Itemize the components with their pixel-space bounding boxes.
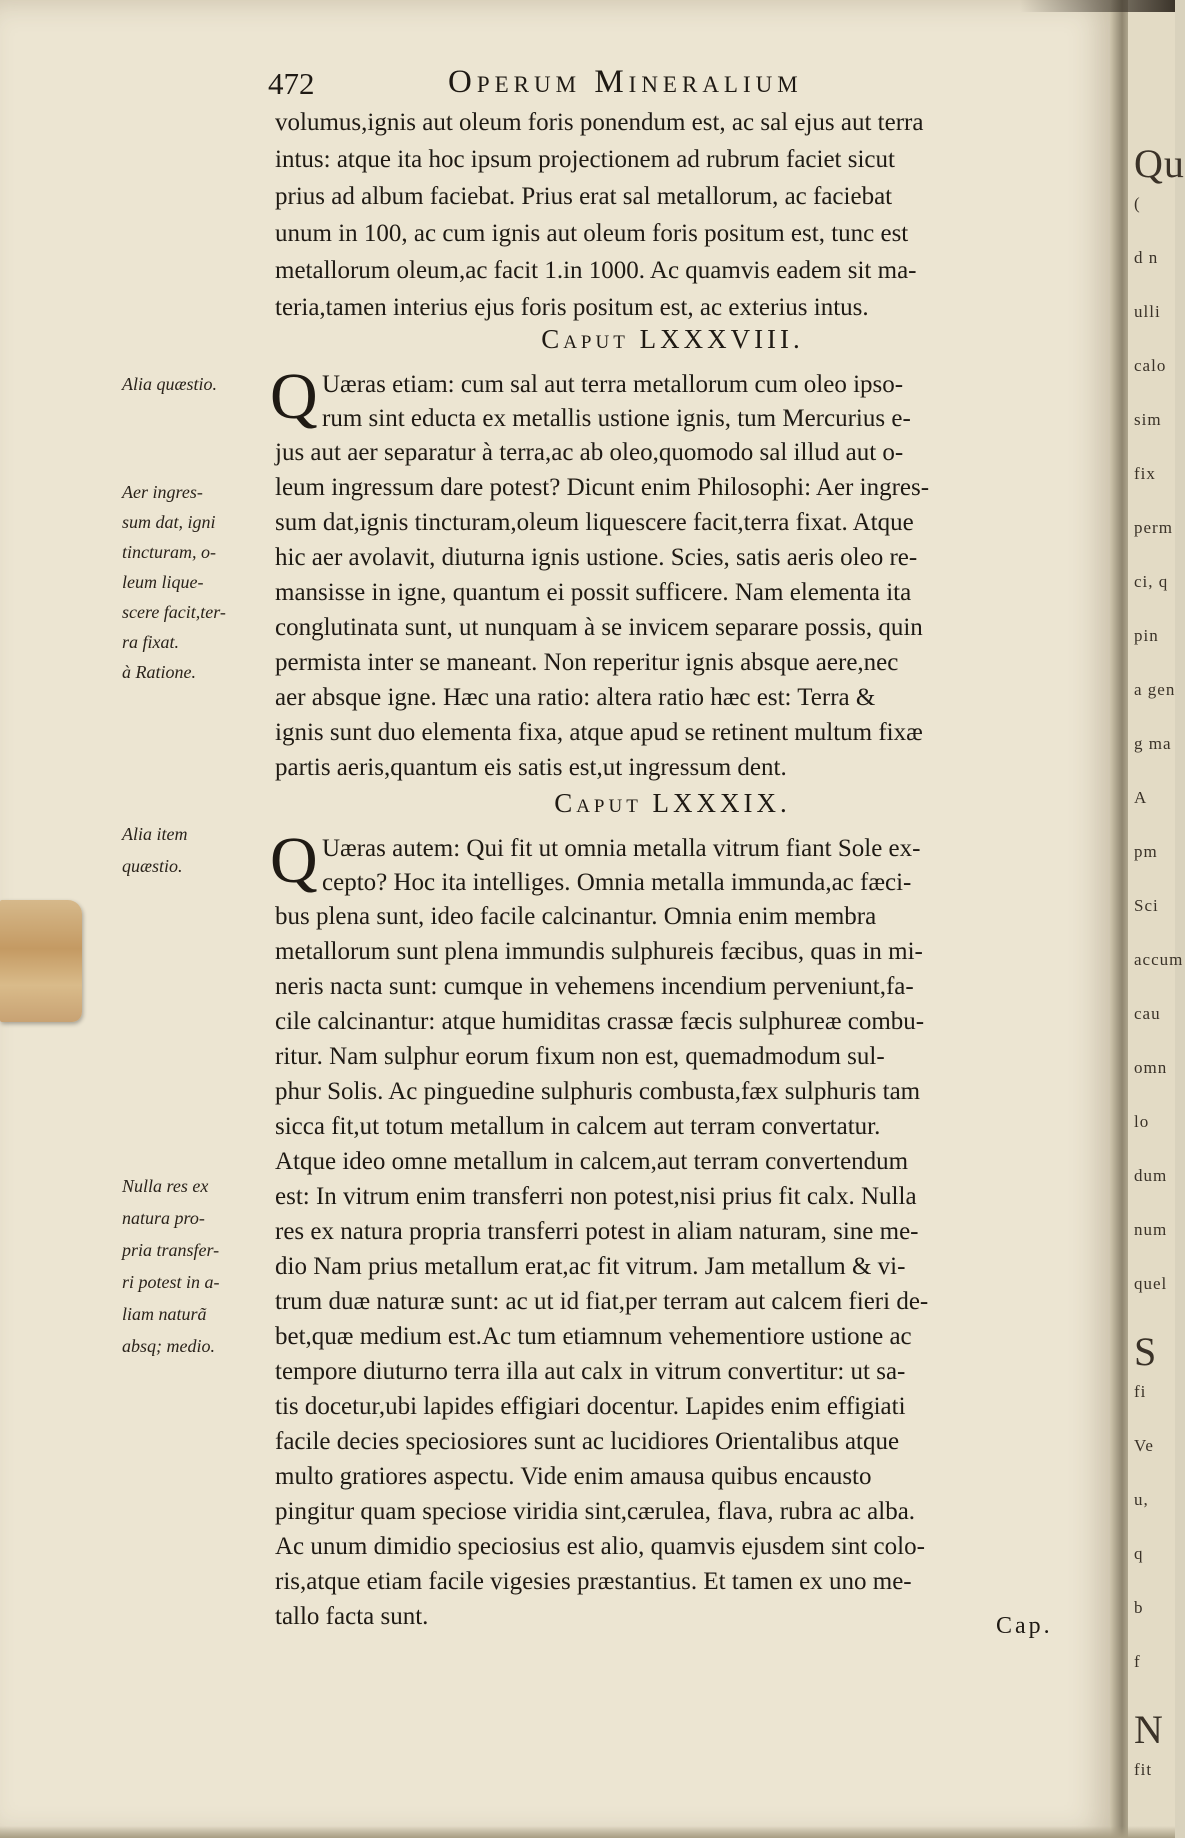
- margin-note-line: Aer ingres-: [122, 482, 203, 502]
- text-line: phur Solis. Ac pinguedine sulphuris combusta,fæx sulphuris tam: [275, 1078, 921, 1105]
- adjacent-page-fragment: Sci: [1134, 896, 1159, 915]
- text-line: ritur. Nam sulphur eorum fixum non est, quemadmodum sul-: [275, 1043, 885, 1070]
- text-line: multo gratiores aspectu. Vide enim amausa quibus encausto: [275, 1463, 872, 1490]
- text-line: sicca fit,ut totum metallum in calcem aut terram convertatur.: [275, 1113, 881, 1140]
- adjacent-page-fragment: b: [1134, 1598, 1144, 1617]
- text-line: pingitur quam speciose viridia sint,cærulea, flava, rubra ac alba.: [275, 1498, 916, 1525]
- text-line: metallorum sunt plena immundis sulphureis fæcibus, quas in mi-: [275, 938, 923, 965]
- text-line: intus: atque ita hoc ipsum projectionem ad rubrum faciet sicut: [275, 146, 895, 173]
- adjacent-page-fragment: u,: [1134, 1490, 1149, 1509]
- text-line: bus plena sunt, ideo facile calcinantur. Omnia enim membra: [275, 903, 877, 930]
- text-line: bet,quæ medium est.Ac tum etiamnum vehementiore ustione ac: [275, 1323, 912, 1350]
- text-line: partis aeris,quantum eis satis est,ut ingressum dent.: [275, 754, 787, 781]
- margin-note-line: Nulla res ex: [122, 1176, 209, 1196]
- chapter-heading: Caput LXXXIX.: [554, 788, 791, 818]
- adjacent-page-fragment: Ve: [1134, 1436, 1154, 1455]
- drop-cap: Q: [270, 824, 318, 897]
- adjacent-page-fragment: calo: [1134, 356, 1167, 375]
- text-line: unum in 100, ac cum ignis aut oleum foris positum est, tunc est: [275, 220, 909, 247]
- adjacent-page-fragment: ci, q: [1134, 572, 1169, 591]
- adjacent-page-fragment: accum: [1134, 950, 1184, 969]
- text-line: tallo facta sunt.: [275, 1603, 429, 1630]
- adjacent-page-fragment: S: [1134, 1329, 1158, 1374]
- text-line: tempore diuturno terra illa aut calx in vitrum convertitur: ut sa-: [275, 1358, 906, 1385]
- adjacent-page-fragment: a gen: [1134, 680, 1176, 699]
- margin-note-line: pria transfer-: [122, 1240, 220, 1260]
- text-line: prius ad album faciebat. Prius erat sal metallorum, ac faciebat: [275, 183, 893, 210]
- margin-note-line: natura pro-: [122, 1208, 205, 1228]
- margin-note-line: liam naturã: [122, 1304, 207, 1324]
- book-gutter: [1110, 0, 1130, 1838]
- text-line: Uæras autem: Qui fit ut omnia metalla vitrum fiant Sole ex-: [322, 835, 921, 862]
- adjacent-page-fragment: sim: [1134, 410, 1162, 429]
- margin-note-title: quæstio.: [122, 856, 183, 876]
- text-line: neris nacta sunt: cumque in vehemens incendium perveniunt,fa-: [275, 973, 914, 1000]
- text-line: conglutinata sunt, ut nunquam à se invicem separare possis, quin: [275, 614, 923, 641]
- adjacent-page-fragment: num: [1134, 1220, 1168, 1239]
- adjacent-page-fragment: pin: [1134, 626, 1159, 645]
- running-title: Operum Mineralium: [448, 64, 803, 100]
- adjacent-page-fragment: dum: [1134, 1166, 1168, 1185]
- adjacent-page-fragment: fix: [1134, 464, 1156, 483]
- text-line: cepto? Hoc ita intelliges. Omnia metalla immunda,ac fæci-: [322, 869, 912, 896]
- adjacent-page-fragment: N: [1134, 1707, 1164, 1752]
- text-line: mansisse in igne, quantum ei possit sufficere. Nam elementa ita: [275, 579, 912, 606]
- margin-note-line: scere facit,ter-: [122, 602, 226, 622]
- page-header: [268, 62, 1068, 104]
- drop-cap: Q: [270, 360, 318, 433]
- margin-note-line: absq; medio.: [122, 1336, 215, 1356]
- page-number: 472: [268, 66, 315, 101]
- adjacent-page-fragment: ulli: [1134, 302, 1161, 321]
- adjacent-page-fragment: perm: [1134, 518, 1173, 537]
- text-line: metallorum oleum,ac facit 1.in 1000. Ac quamvis eadem sit ma-: [275, 257, 917, 284]
- adjacent-page-fragment: (: [1134, 194, 1141, 213]
- adjacent-page-fragment: A: [1134, 788, 1148, 807]
- text-line: ignis sunt duo elementa fixa, atque apud se retinent multum fixæ: [275, 719, 923, 746]
- paper-bookmark-tab: [0, 900, 82, 1022]
- margin-note-line: ra fixat.: [122, 632, 179, 652]
- margin-note-ratio: à Ratione.: [122, 662, 196, 682]
- adjacent-page-fragment: f: [1134, 1652, 1141, 1671]
- text-line: jus aut aer separatur à terra,ac ab oleo,quomodo sal illud aut o-: [275, 439, 904, 466]
- adjacent-page-fragment: lo: [1134, 1112, 1150, 1131]
- adjacent-page-fragment: fi: [1134, 1382, 1147, 1401]
- adjacent-page-fragment: cau: [1134, 1004, 1161, 1023]
- margin-note-line: leum lique-: [122, 572, 204, 592]
- margin-note-line: sum dat, igni: [122, 512, 216, 532]
- text-line: ris,atque etiam facile vigesies præstantius. Et tamen ex uno me-: [275, 1568, 912, 1595]
- margin-note-line: ri potest in a-: [122, 1272, 220, 1292]
- text-line: volumus,ignis aut oleum foris ponendum est, ac sal ejus aut terra: [275, 109, 924, 136]
- catchword: Cap.: [996, 1613, 1053, 1639]
- page-shadow-top: [1020, 0, 1175, 12]
- page-shadow-bottom: [0, 1826, 1175, 1838]
- text-line: permista inter se maneant. Non reperitur ignis absque aere,nec: [275, 649, 899, 676]
- margin-note-title: Alia quæstio.: [122, 374, 218, 394]
- text-line: res ex natura propria transferri potest in aliam naturam, sine me-: [275, 1218, 919, 1245]
- margin-note-line: tincturam, o-: [122, 542, 216, 562]
- text-line: aer absque igne. Hæc una ratio: altera ratio hæc est: Terra &: [275, 684, 876, 711]
- adjacent-page-fragment: d n: [1134, 248, 1159, 267]
- text-line: est: In vitrum enim transferri non potest,nisi prius fit calx. Nulla: [275, 1183, 917, 1210]
- text-line: facile decies speciosiores sunt ac lucidiores Orientalibus atque: [275, 1428, 900, 1455]
- text-line: Atque ideo omne metallum in calcem,aut terram convertendum: [275, 1148, 909, 1175]
- text-line: dio Nam prius metallum erat,ac fit vitrum. Jam metallum & vi-: [275, 1253, 906, 1280]
- adjacent-page-fragment: Qu: [1134, 141, 1185, 186]
- text-line: sum dat,ignis tincturam,oleum liquescere facit,terra fixat. Atque: [275, 509, 914, 536]
- text-line: leum ingressum dare potest? Dicunt enim Philosophi: Aer ingres-: [275, 474, 930, 501]
- text-line: rum sint educta ex metallis ustione ignis, tum Mercurius e-: [322, 405, 911, 432]
- adjacent-page-fragment: omn: [1134, 1058, 1168, 1077]
- text-line: tis docetur,ubi lapides effigiari docentur. Lapides enim effigiati: [275, 1393, 906, 1420]
- text-line: cile calcinantur: atque humiditas crassæ fæcis sulphureæ combu-: [275, 1008, 925, 1035]
- adjacent-page-fragment: quel: [1134, 1274, 1168, 1293]
- chapter-heading: Caput LXXXVIII.: [541, 324, 804, 354]
- adjacent-page-fragment: q: [1134, 1544, 1144, 1563]
- adjacent-page-edge: [1128, 0, 1185, 1838]
- text-line: trum duæ naturæ sunt: ac ut id fiat,per terram aut calcem fieri de-: [275, 1288, 929, 1315]
- adjacent-page-fragment: pm: [1134, 842, 1158, 861]
- text-line: Uæras etiam: cum sal aut terra metallorum cum oleo ipso-: [322, 371, 904, 398]
- text-line: hic aer avolavit, diuturna ignis ustione. Scies, satis aeris oleo re-: [275, 544, 918, 571]
- margin-note-title: Alia item: [122, 824, 188, 844]
- adjacent-page-fragment: fit: [1134, 1760, 1153, 1779]
- text-line: teria,tamen interius ejus foris positum est, ac exterius intus.: [275, 294, 869, 321]
- text-line: Ac unum dimidio speciosius est alio, quamvis ejusdem sint colo-: [275, 1533, 925, 1560]
- adjacent-page-fragment: g ma: [1134, 734, 1172, 753]
